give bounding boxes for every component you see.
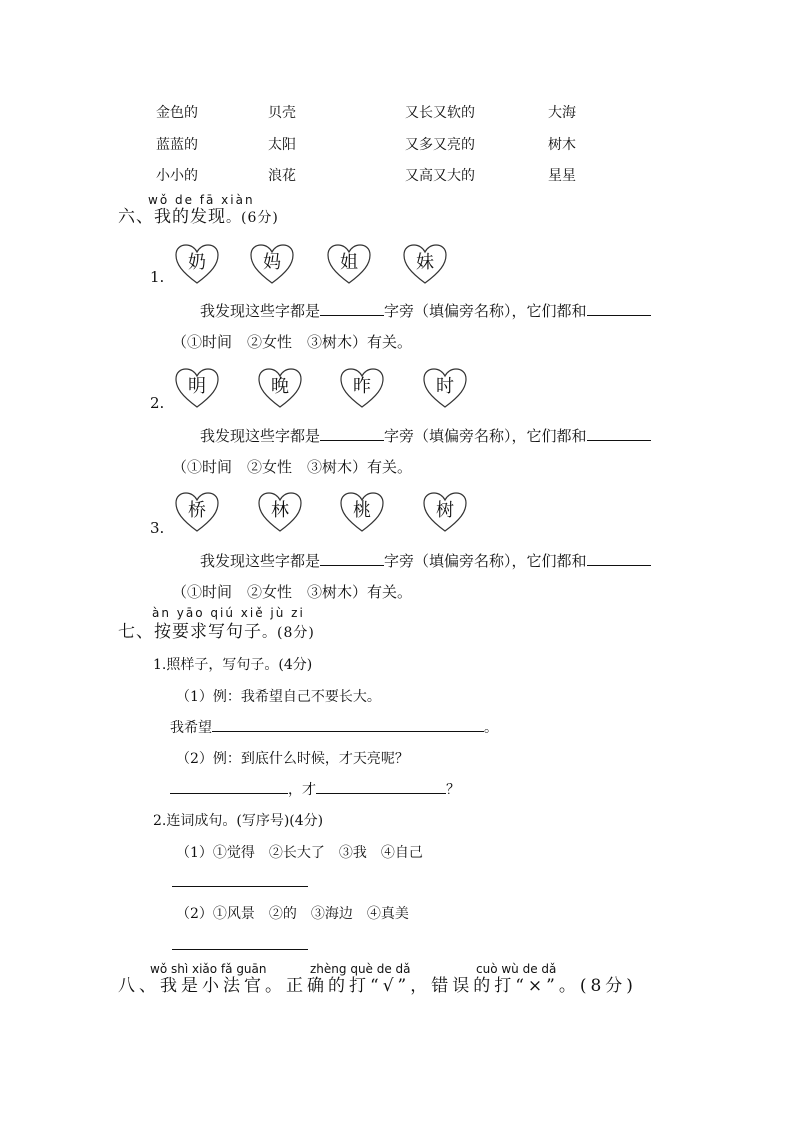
question-1-1: （1）例：我希望自己不要长大。 bbox=[176, 689, 381, 705]
heart-card: 昨 bbox=[339, 367, 385, 409]
answer-blank[interactable] bbox=[320, 551, 384, 566]
heart-card: 妈 bbox=[249, 243, 295, 285]
heart-card: 桥 bbox=[174, 491, 220, 533]
answer-line: 我希望 。 bbox=[170, 717, 498, 737]
match-item: 星星 bbox=[548, 168, 576, 184]
question-2-2: （2）①风景 ②的 ③海边 ④真美 bbox=[176, 906, 409, 922]
prompt-line: 我发现这些字都是 字旁（填偏旁名称），它们都和 bbox=[200, 425, 651, 446]
match-item: 又多又亮的 bbox=[405, 137, 475, 153]
heart-card: 树 bbox=[422, 491, 468, 533]
heart-card: 时 bbox=[422, 367, 468, 409]
section-8-title: 八、我是小法官。正确的打“√”，错误的打“×”。(8分) bbox=[118, 976, 637, 996]
match-item: 又高又大的 bbox=[405, 168, 475, 184]
answer-blank[interactable] bbox=[587, 426, 651, 441]
answer-blank[interactable] bbox=[320, 301, 384, 316]
answer-blank[interactable] bbox=[587, 551, 651, 566]
question-2-1: （1）①觉得 ②长大了 ③我 ④自己 bbox=[176, 845, 423, 861]
heart-card: 明 bbox=[174, 367, 220, 409]
prompt-line: 我发现这些字都是 字旁（填偏旁名称），它们都和 bbox=[200, 550, 651, 571]
prompt-line: 我发现这些字都是 字旁（填偏旁名称），它们都和 bbox=[200, 300, 651, 321]
answer-line[interactable] bbox=[172, 949, 308, 950]
heart-card: 妹 bbox=[402, 243, 448, 285]
heart-card: 姐 bbox=[326, 243, 372, 285]
group-number: 2. bbox=[150, 394, 165, 412]
options-line: （①时间 ②女性 ③树木）有关。 bbox=[172, 583, 413, 601]
heart-card: 林 bbox=[257, 491, 303, 533]
section-7-pinyin: àn yāo qiú xiě jù zi bbox=[152, 606, 305, 620]
match-item: 金色的 bbox=[156, 105, 198, 121]
question-1: 1.照样子，写句子。(4分) bbox=[153, 657, 313, 673]
heart-card: 晚 bbox=[257, 367, 303, 409]
match-item: 太阳 bbox=[268, 137, 296, 153]
match-item: 树木 bbox=[548, 137, 576, 153]
answer-blank[interactable] bbox=[316, 779, 446, 794]
section-8-pinyin: wǒ shì xiǎo fǎ guān bbox=[150, 962, 267, 976]
match-item: 贝壳 bbox=[268, 105, 296, 121]
question-2: 2.连词成句。(写序号)(4分) bbox=[153, 813, 324, 829]
answer-blank[interactable] bbox=[320, 426, 384, 441]
answer-blank[interactable] bbox=[587, 301, 651, 316]
options-line: （①时间 ②女性 ③树木）有关。 bbox=[172, 458, 413, 476]
match-item: 小小的 bbox=[156, 168, 198, 184]
options-line: （①时间 ②女性 ③树木）有关。 bbox=[172, 333, 413, 351]
answer-blank[interactable] bbox=[170, 779, 288, 794]
answer-line[interactable] bbox=[172, 886, 308, 887]
question-1-2: （2）例：到底什么时候，才天亮呢？ bbox=[176, 751, 409, 767]
answer-blank[interactable] bbox=[212, 717, 484, 732]
heart-card: 桃 bbox=[339, 491, 385, 533]
heart-card: 奶 bbox=[174, 243, 220, 285]
match-item: 蓝蓝的 bbox=[156, 137, 198, 153]
answer-line: ，才 ？ bbox=[170, 779, 460, 799]
section-6-pinyin: wǒ de fā xiàn bbox=[148, 193, 255, 207]
group-number: 1. bbox=[150, 268, 165, 286]
group-number: 3. bbox=[150, 519, 165, 537]
match-item: 又长又软的 bbox=[405, 105, 475, 121]
match-item: 浪花 bbox=[268, 168, 296, 184]
section-8-pinyin: cuò wù de dǎ bbox=[476, 962, 557, 976]
match-item: 大海 bbox=[548, 105, 576, 121]
section-6-title: 六、我的发现。(6分) bbox=[118, 207, 279, 227]
section-8-pinyin: zhèng què de dǎ bbox=[310, 962, 411, 976]
section-7-title: 七、按要求写句子。(8分) bbox=[118, 622, 315, 642]
